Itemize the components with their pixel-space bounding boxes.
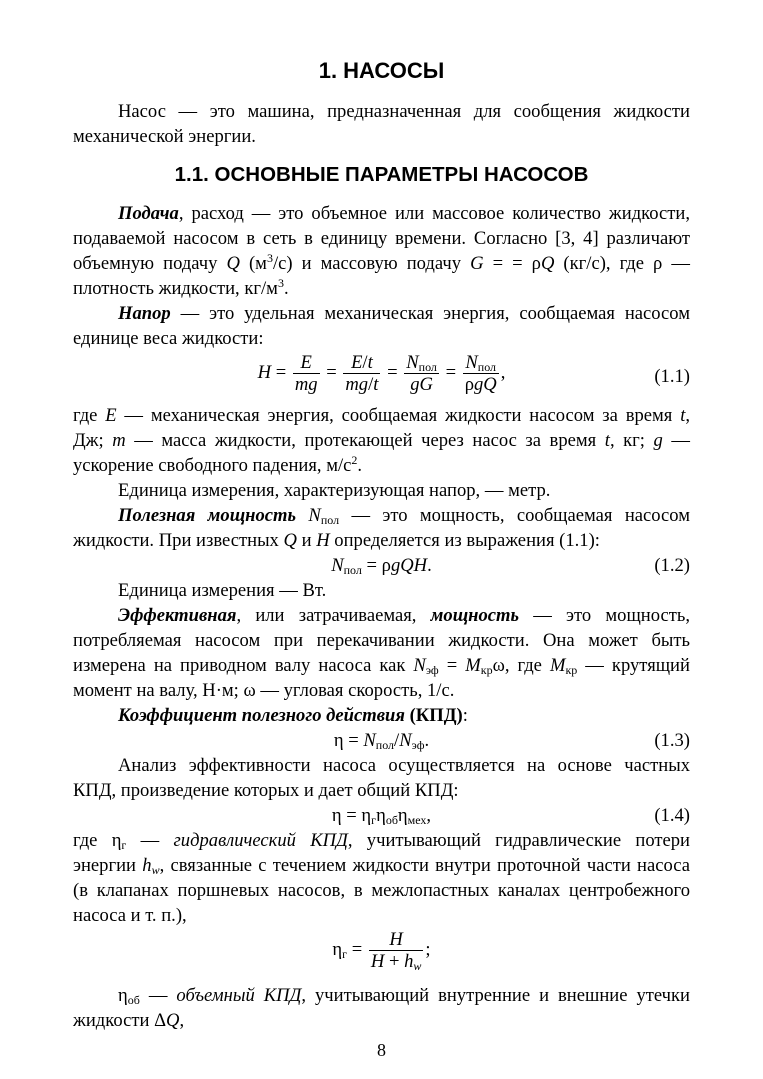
equation-1-3-number: (1.3) xyxy=(654,730,690,751)
hydraulic-efficiency-paragraph: где $\eta_г$ — гидравлический КПД, учитывающий гидравлические потери энергии $h_w$, связанные с течением жидкости внутри проточной части насоса (в клапанах поршневых насосов, в межлопастных каналах центробежного насоса и т. п.), xyxy=(73,830,691,926)
chapter-title: 1. НАСОСЫ xyxy=(318,58,445,83)
efficiency-heading: Коэффициент полезного действия (КПД): xyxy=(118,705,468,726)
useful-power-paragraph: Полезная мощность $N_{пол}$ — это мощность, сообщаемая насосом жидкости. При известных Q и H определяется из выражения (1.1): xyxy=(73,505,690,551)
term-useful-power: Полезная мощность xyxy=(118,505,297,526)
term-effective: Эффективная xyxy=(118,605,237,626)
equation-1-2-body: $N_{пол} = \rho gQH$. xyxy=(331,555,432,577)
equation-hydraulic xyxy=(73,929,690,979)
equation-hydraulic-body: $\eta_г$ = $\frac{H}{H + h_w}$ ; xyxy=(332,929,431,973)
equation-1-3-body: $\eta = N_{пол}/N_{эф}$. xyxy=(333,730,430,752)
head-unit-line: Единица измерения, характеризующая напор, — метр. xyxy=(118,480,551,501)
equation-1-3 xyxy=(73,728,690,753)
podacha-paragraph: Подача, расход — это объемное или массовое количество жидкости, подаваемой насосом в сеть в единицу времени. Согласно [3, 4] различают объемную подачу Q $(м^3/с)$ и массовую подачу G = = ρQ (кг/с), где ρ — плотность жидкости, $кг/м^3$. xyxy=(73,203,690,299)
term-efficiency: Коэффициент полезного действия xyxy=(118,705,405,726)
term-kpd: (КПД) xyxy=(409,705,463,726)
equation-1-1 xyxy=(73,352,690,402)
section-title: 1.1. ОСНОВНЫЕ ПАРАМЕТРЫ НАСОСОВ xyxy=(174,163,589,186)
term-podacha: Подача xyxy=(118,203,179,224)
page-number: 8 xyxy=(377,1040,386,1060)
equation-1-4-body: $\eta = \eta_г\eta_{об}\eta_{мех}$, xyxy=(331,805,432,827)
volumetric-efficiency-paragraph: $\eta_{об}$ — объемный КПД, учитывающий внутренние и внешние утечки жидкости ΔQ, xyxy=(73,985,691,1031)
equation-1-1-number: (1.1) xyxy=(654,366,690,387)
napor-paragraph: Напор — это удельная механическая энергия, сообщаемая насосом единице веса жидкости: xyxy=(73,303,690,349)
equation-1-4-number: (1.4) xyxy=(654,805,690,826)
equation-1-1-body: H = $\frac{E}{mg}$ = $\frac{E/t}{mg/t}$ = $N_{пол}$ gG = $N_{пол}$ ρgQ , xyxy=(257,352,506,395)
power-unit-line: Единица измерения — Вт. xyxy=(118,580,327,601)
equation-1-2-number: (1.2) xyxy=(654,555,690,576)
equation-1-2 xyxy=(73,553,690,578)
effective-power-paragraph: Эффективная, или затрачиваемая, мощность — это мощность, потребляемая насосом при перекачивании жидкости. Она может быть измерена на приводном валу насоса как $N_{эф} = M_{кр}\omega$, где $M_{кр}$ — крутящий момент на валу, Н·м; ω — угловая скорость, 1/с. xyxy=(73,605,691,701)
term-napor: Напор xyxy=(118,303,171,324)
efficiency-analysis-paragraph: Анализ эффективности насоса осуществляется на основе частных КПД, произведение которых и дает общий КПД: xyxy=(73,755,690,801)
napor-explanation: где E — механическая энергия, сообщаемая жидкости насосом за время t, Дж; m — масса жидкости, протекающей через насос за время t, кг; g — ускорение свободного падения, $м/с^2$. xyxy=(73,405,691,476)
page-content xyxy=(73,52,690,1033)
term-power: мощность xyxy=(430,605,520,626)
intro-paragraph: Насос — это машина, предназначенная для сообщения жидкости механической энергии. xyxy=(73,101,690,147)
equation-1-4 xyxy=(73,803,690,828)
